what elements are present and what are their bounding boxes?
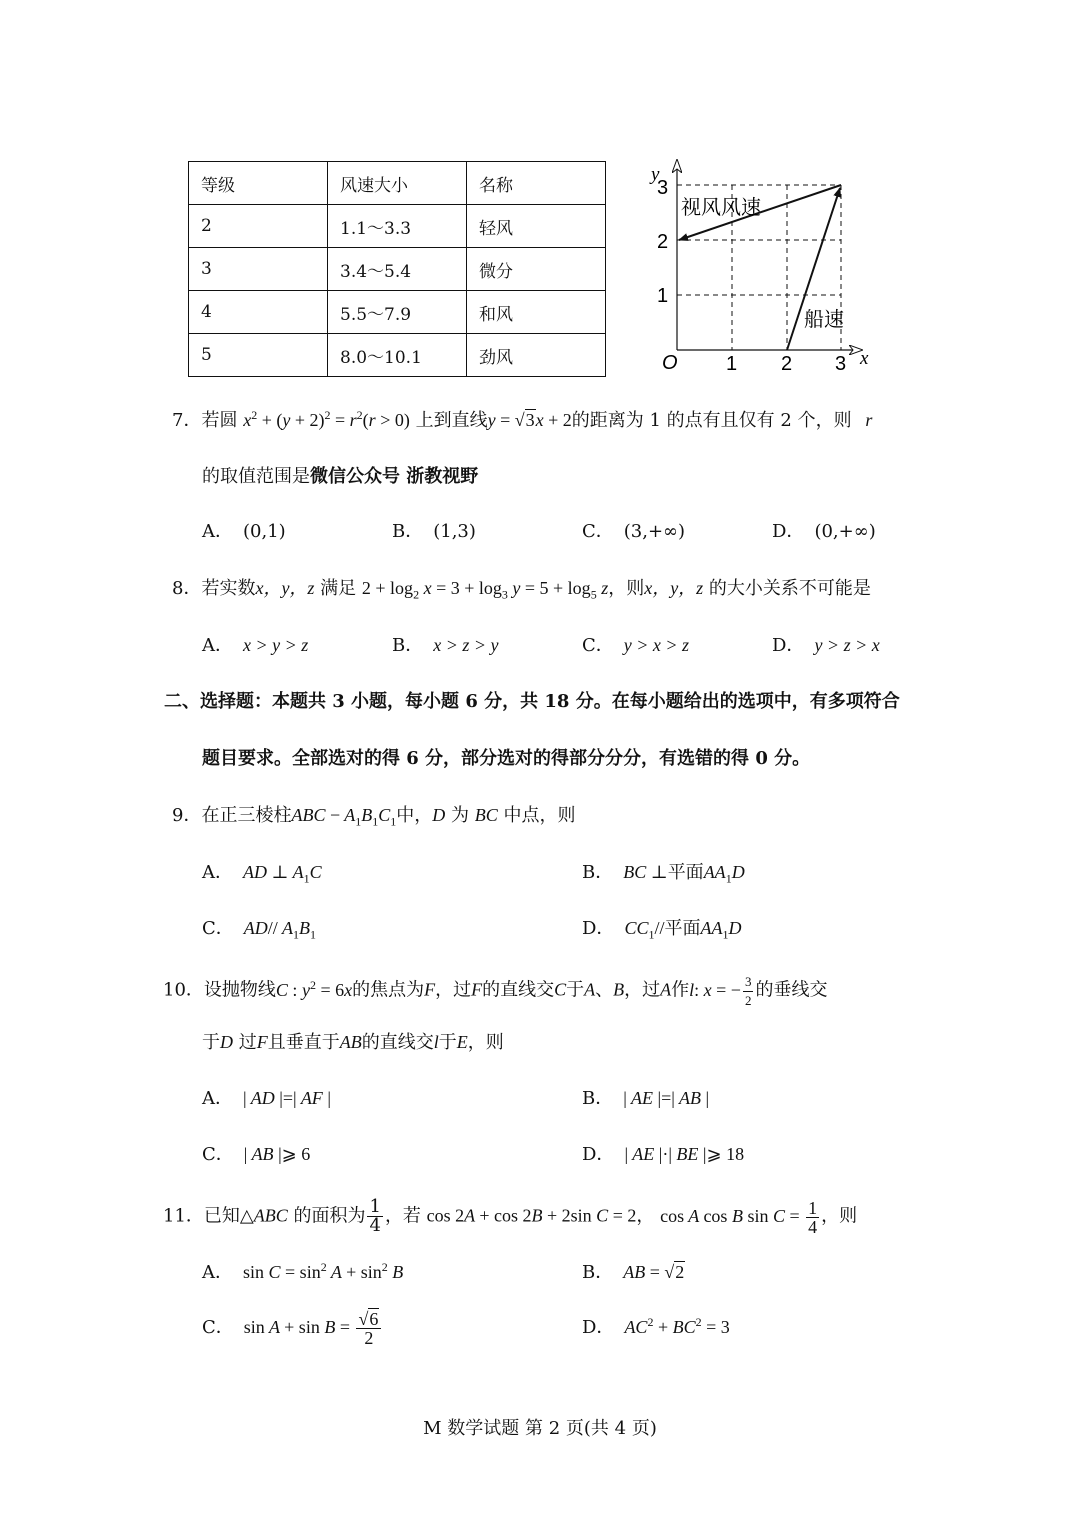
question-text: 若实数	[201, 578, 256, 599]
point-a: A	[660, 979, 672, 1000]
table-cell: 和风	[467, 291, 606, 334]
question-text: ，过	[435, 979, 472, 1001]
triangle-name: ABC	[253, 1205, 288, 1226]
variables: x，y，z	[255, 578, 315, 598]
option-value: (0,+∞)	[814, 521, 876, 542]
circle-equation: $x^2 + (y + 2)^2 = r^2(r > 0)$	[243, 408, 410, 430]
table-cell: 3.4～5.4	[328, 248, 467, 291]
option-value: | AE |·| BE |⩾ 18	[624, 1144, 745, 1164]
x-tick-label: 1	[726, 353, 738, 375]
wind-vector-figure	[640, 150, 880, 380]
table-cell: 劲风	[467, 334, 606, 377]
question-text: 满足	[320, 578, 357, 599]
option-label: C．	[582, 521, 614, 542]
option-value: sin A + sin B = $\frac{√6}{2}$	[244, 1317, 384, 1337]
option-label: B．	[392, 521, 424, 542]
page-footer: M 数学试题 第 2 页(共 4 页)	[423, 1418, 657, 1439]
point-d: D	[432, 805, 446, 825]
variables: x，y，z	[644, 578, 704, 598]
question-text: 于	[566, 979, 585, 1001]
curve-c: C	[554, 979, 567, 1000]
q8-option-a	[202, 633, 308, 658]
x-tick-label: 3	[835, 353, 847, 375]
point-f: F	[424, 979, 436, 1000]
table-cell: 1.1～3.3	[328, 205, 467, 248]
table-header: 风速大小	[328, 162, 467, 205]
y-axis-label: y	[651, 164, 660, 185]
point-f: F	[256, 1032, 268, 1052]
y-tick-label: 3	[657, 177, 669, 199]
parabola-equation: C : $y^2 = 6x$	[275, 977, 353, 1000]
option-value: (3,+∞)	[623, 521, 686, 542]
question-8	[172, 576, 871, 601]
question-text: 的垂线交	[755, 979, 828, 1001]
q8-option-d	[772, 633, 880, 658]
option-value: | AD |=| AF |	[243, 1088, 331, 1108]
segment-ab: AB	[339, 1032, 362, 1052]
q10-option-b	[582, 1086, 709, 1111]
table-cell: 3	[189, 248, 328, 291]
q11-option-c	[202, 1304, 383, 1351]
point-e: E	[456, 1032, 468, 1052]
question-number: 10．	[163, 979, 204, 1001]
q8-option-c	[582, 633, 689, 658]
q10-option-a	[202, 1086, 331, 1111]
question-text: ，过	[624, 979, 661, 1001]
section-heading: 二、选择题：本题共 3 小题，每小题 6 分，共 18 分。在每小题给出的选项中，有多项符合	[164, 691, 900, 712]
question-text: 为	[451, 805, 470, 826]
question-text: 在正三棱柱	[201, 805, 292, 826]
watermark-text: 微信公众号 浙教视野	[310, 466, 479, 487]
option-label: A．	[202, 1262, 233, 1283]
question-text: 上到直线	[415, 410, 488, 431]
apparent-wind-label: 视风风速	[681, 195, 761, 219]
question-text: ，则	[467, 1032, 504, 1053]
x-tick-label: 2	[781, 353, 793, 375]
table-header: 等级	[189, 162, 328, 205]
line-equation: y = √3x + 2	[487, 410, 572, 430]
option-label: B．	[582, 1088, 614, 1109]
question-text: 已知△	[203, 1205, 254, 1227]
option-value: BC ⊥	[623, 862, 668, 882]
q7-option-b	[392, 520, 476, 544]
y-tick-label: 1	[657, 285, 669, 307]
option-label: C．	[202, 918, 234, 939]
section-heading-line-2: 题目要求。全部选对的得 6 分，部分选对的得部分分分，有选错的得 0 分。	[202, 748, 811, 769]
question-text: ，若	[384, 1205, 421, 1227]
option-label: D．	[582, 1144, 615, 1165]
table-header: 名称	[467, 162, 606, 205]
question-7-line-2	[202, 465, 478, 489]
question-10	[163, 973, 827, 1010]
trig-condition-1: cos 2A + cos 2B + 2sin C = 2	[426, 1205, 637, 1226]
option-value: x > y > z	[243, 635, 309, 655]
option-value: x > z > y	[433, 635, 499, 655]
option-value: (1,3)	[433, 521, 476, 542]
question-text: 中，	[396, 805, 433, 826]
option-label: A．	[202, 635, 233, 656]
question-7	[172, 408, 872, 433]
q11-option-a	[202, 1260, 403, 1285]
option-label: D．	[772, 635, 805, 656]
option-value: AD ⊥ $A_1C$	[243, 862, 322, 886]
option-label: D．	[582, 1317, 615, 1338]
option-value: $CC_1//$	[624, 918, 665, 942]
option-label: D．	[582, 918, 615, 939]
question-text: 的直线交	[361, 1032, 434, 1053]
table-cell: 2	[189, 205, 328, 248]
option-text: 平面	[667, 862, 704, 883]
trig-condition-2: cos A cos B sin C = $\frac{1}{4}$	[660, 1197, 818, 1237]
question-text: 且垂直于	[267, 1032, 340, 1053]
table-cell: 4	[189, 291, 328, 334]
table-header-row	[189, 162, 606, 205]
option-label: A．	[202, 1088, 233, 1109]
question-text: 设抛物线	[203, 979, 276, 1001]
question-text: ，则	[821, 1205, 858, 1227]
option-value: | AB |⩾ 6	[243, 1144, 311, 1164]
question-text: 过	[238, 1032, 257, 1053]
question-text: 作	[671, 979, 690, 1001]
question-10-line-2	[202, 1030, 504, 1055]
segment-bc: BC	[474, 805, 498, 825]
y-tick-label: 2	[657, 231, 669, 253]
table-cell: 轻风	[467, 205, 606, 248]
q9-option-c	[202, 916, 316, 941]
option-value: $AA_1D$	[700, 918, 742, 942]
question-text: 若圆	[201, 410, 238, 431]
table-row	[189, 248, 606, 291]
table-cell: 微分	[467, 248, 606, 291]
question-number: 8．	[172, 578, 202, 599]
option-value: AD// $A_1B_1$	[243, 918, 316, 942]
option-label: C．	[202, 1144, 234, 1165]
question-text: 的距离为 1 的点有且仅有 2 个，则	[571, 410, 852, 431]
point-d: D	[220, 1032, 233, 1052]
q9-option-b	[582, 860, 745, 885]
question-text: 的直线交	[482, 979, 555, 1001]
q9-option-a	[202, 860, 322, 885]
question-number: 11．	[163, 1205, 204, 1227]
question-number: 9．	[172, 805, 202, 826]
log-equation: $2 + \log_2 x = 3 + \log_3 y = 5 + \log_5 z$	[361, 578, 609, 602]
q7-option-d	[772, 520, 876, 544]
option-text: 平面	[664, 918, 701, 939]
q11-option-b	[582, 1260, 685, 1285]
option-label: B．	[582, 1262, 614, 1283]
q7-option-c	[582, 520, 685, 544]
q9-option-d	[582, 916, 741, 941]
option-value: y > z > x	[814, 635, 880, 655]
question-9	[172, 803, 576, 828]
question-text: 于	[438, 1032, 457, 1053]
option-value: | AE |=| AB |	[623, 1088, 710, 1108]
q8-option-b	[392, 633, 499, 658]
prism-name: ABC − $A_1B_1C_1$	[291, 805, 397, 829]
question-text: ，则	[608, 578, 645, 599]
q10-option-c	[202, 1142, 310, 1167]
table-row	[189, 205, 606, 248]
option-label: C．	[202, 1317, 234, 1338]
option-value: (0,1)	[243, 521, 286, 542]
q7-option-a	[202, 520, 286, 544]
table-cell: 8.0～10.1	[328, 334, 467, 377]
x-axis-label: x	[860, 348, 869, 369]
variable-r: r	[865, 410, 873, 430]
option-label: A．	[202, 862, 233, 883]
option-label: C．	[582, 635, 614, 656]
boat-speed-label: 船速	[804, 307, 844, 331]
option-label: D．	[772, 521, 805, 542]
q10-option-d	[582, 1142, 744, 1167]
question-text: 的取值范围是	[202, 466, 310, 487]
fraction-one-quarter: $\frac{1}{4}$	[369, 1196, 381, 1236]
question-number: 7．	[172, 410, 202, 431]
origin-label: O	[662, 352, 678, 374]
points-ab: A、B	[584, 979, 625, 1000]
question-text: 于	[202, 1032, 220, 1053]
table-row	[189, 334, 606, 377]
table-cell: 5.5～7.9	[328, 291, 467, 334]
option-label: B．	[392, 635, 424, 656]
question-text: 的大小关系不可能是	[708, 578, 871, 599]
line-l: l	[433, 1032, 439, 1052]
question-11	[163, 1198, 857, 1236]
question-text: 中点，则	[503, 805, 576, 826]
option-label: A．	[202, 521, 233, 542]
wind-scale-table	[188, 161, 606, 377]
question-text: 的面积为	[293, 1205, 366, 1227]
table-cell: 5	[189, 334, 328, 377]
option-value: $\sin C = \sin^2 A + \sin^2 B$	[243, 1260, 404, 1282]
question-text: 的焦点为	[352, 979, 425, 1001]
point-f: F	[471, 979, 483, 1000]
q11-option-d	[582, 1315, 730, 1340]
option-value: $AC^2 + BC^2 = 3$	[624, 1315, 730, 1337]
option-value: $AA_1D$	[703, 862, 745, 886]
option-value: AB = √2	[623, 1262, 685, 1282]
table-row	[189, 291, 606, 334]
question-text: ，	[636, 1205, 655, 1227]
option-value: y > x > z	[623, 635, 690, 655]
option-label: B．	[582, 862, 614, 883]
directrix-equation: l: x = − $\frac{3}{2}$	[689, 974, 752, 1008]
